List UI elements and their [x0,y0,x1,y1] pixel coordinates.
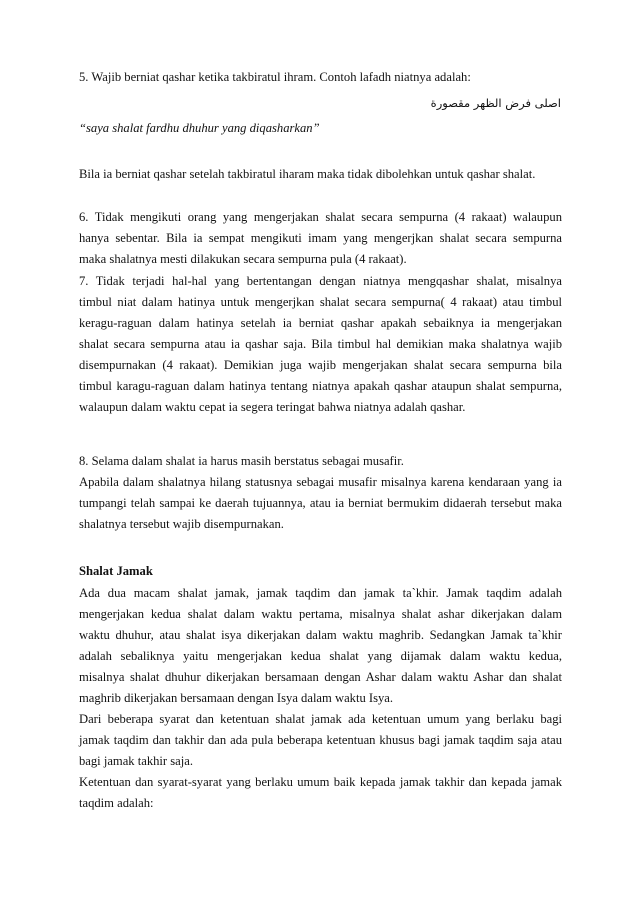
jamak-paragraph [79,583,562,814]
arabic-niat-text: اصلى فرض الظهر مقصورة [430,96,561,110]
paragraph-line: Apabila dalam shalatnya hilang statusnya sebagai musafir misalnya karena kendaraan yang ia [79,475,562,489]
paragraph-line: hanya sebentar. Bila ia sempat mengikuti imam yang mengerjkan shalat secara sempurna [79,231,562,245]
paragraph-line: Dari beberapa syarat dan ketentuan shalat jamak ada ketentuan umum yang berlaku bagi [79,712,562,726]
niat-translation: “saya shalat fardhu dhuhur yang diqasharkan” [79,121,320,135]
item-5-heading: 5. Wajib berniat qashar ketika takbiratul ihram. Contoh lafadh niatnya adalah: [79,70,471,84]
paragraph-line: maghrib dikerjakan bersamaan dengan Isya dalam waktu Isya. [79,691,394,705]
paragraph-line: maka shalatnya mesti dilakukan secara sempurna pula (4 rakaat). [79,252,407,266]
item-7-paragraph [79,271,562,418]
paragraph-line: keragu-raguan dalam hatinya setelah ia berniat qashar apakah sebaiknya ia mengerjakan [79,316,562,330]
paragraph-line: mengerjakan kedua shalat dalam waktu pertama, misalnya shalat ashar dikerjakan dalam [79,607,562,621]
paragraph-line: bagi jamak takhir saja. [79,754,194,768]
paragraph-line: shalatnya tersebut wajib disempurnakan. [79,517,284,531]
paragraph-line: tumpangi telah sampai ke daerah tujuannya, atau ia berniat bermukim didaerah tersebut maka [79,496,562,510]
paragraph-line: walaupun dalam waktu cepat ia segera teringat bahwa niatnya adalah qashar. [79,400,466,414]
paragraph-line: disempurnakan (4 rakaat). Demikian juga wajib mengerjakan shalat secara sempurna bila [79,358,562,372]
paragraph-line: 8. Selama dalam shalat ia harus masih berstatus sebagai musafir. [79,454,404,468]
paragraph-line: waktu dhuhur, atau shalat isya dikerjakan dalam waktu maghrib. Sedangkan Jamak ta`khir [79,628,562,642]
paragraph-line: Ada dua macam shalat jamak, jamak taqdim dan jamak ta`khir. Jamak taqdim adalah [79,586,562,600]
paragraph-line: Ketentuan dan syarat-syarat yang berlaku umum baik kepada jamak takhir dan kepada jamak [79,775,562,789]
paragraph-line: timbul karagu-raguan dalam hatinya tentang niatnya apakah qashar ataupun shalat sempurna, [79,379,562,393]
paragraph-line: jamak taqdim dan takhir dan ada pula beberapa ketentuan khusus bagi jamak taqdim saja atau [79,733,562,747]
paragraph-line: 7. Tidak terjadi hal-hal yang bertentangan dengan niatnya mengqashar shalat, misalnya [79,274,562,288]
paragraph-line: adalah sebaliknya yaitu mengerjakan kedua shalat yang dijamak dalam waktu kedua, [79,649,562,663]
paragraph-line: shalat secara sempurna atau ia qashar saja. Bila timbul hal demikian maka shalatnya wajib [79,337,562,351]
paragraph-line: taqdim adalah: [79,796,154,810]
paragraph-line: misalnya shalat dhuhur dikerjakan bersamaan dengan Ashar dalam waktu Ashar dan shalat [79,670,562,684]
paragraph-line: timbul niat dalam hatinya untuk mengerjkan shalat secara sempurna( 4 rakaat) atau timbul [79,295,562,309]
section-heading-shalat-jamak: Shalat Jamak [79,564,153,578]
paragraph-line: 6. Tidak mengikuti orang yang mengerjakan shalat secara sempurna (4 rakaat) walaupun [79,210,562,224]
item-5-note: Bila ia berniat qashar setelah takbiratul iharam maka tidak dibolehkan untuk qashar shalat. [79,167,536,181]
item-8-paragraph [79,451,562,535]
item-6-paragraph [79,207,562,270]
